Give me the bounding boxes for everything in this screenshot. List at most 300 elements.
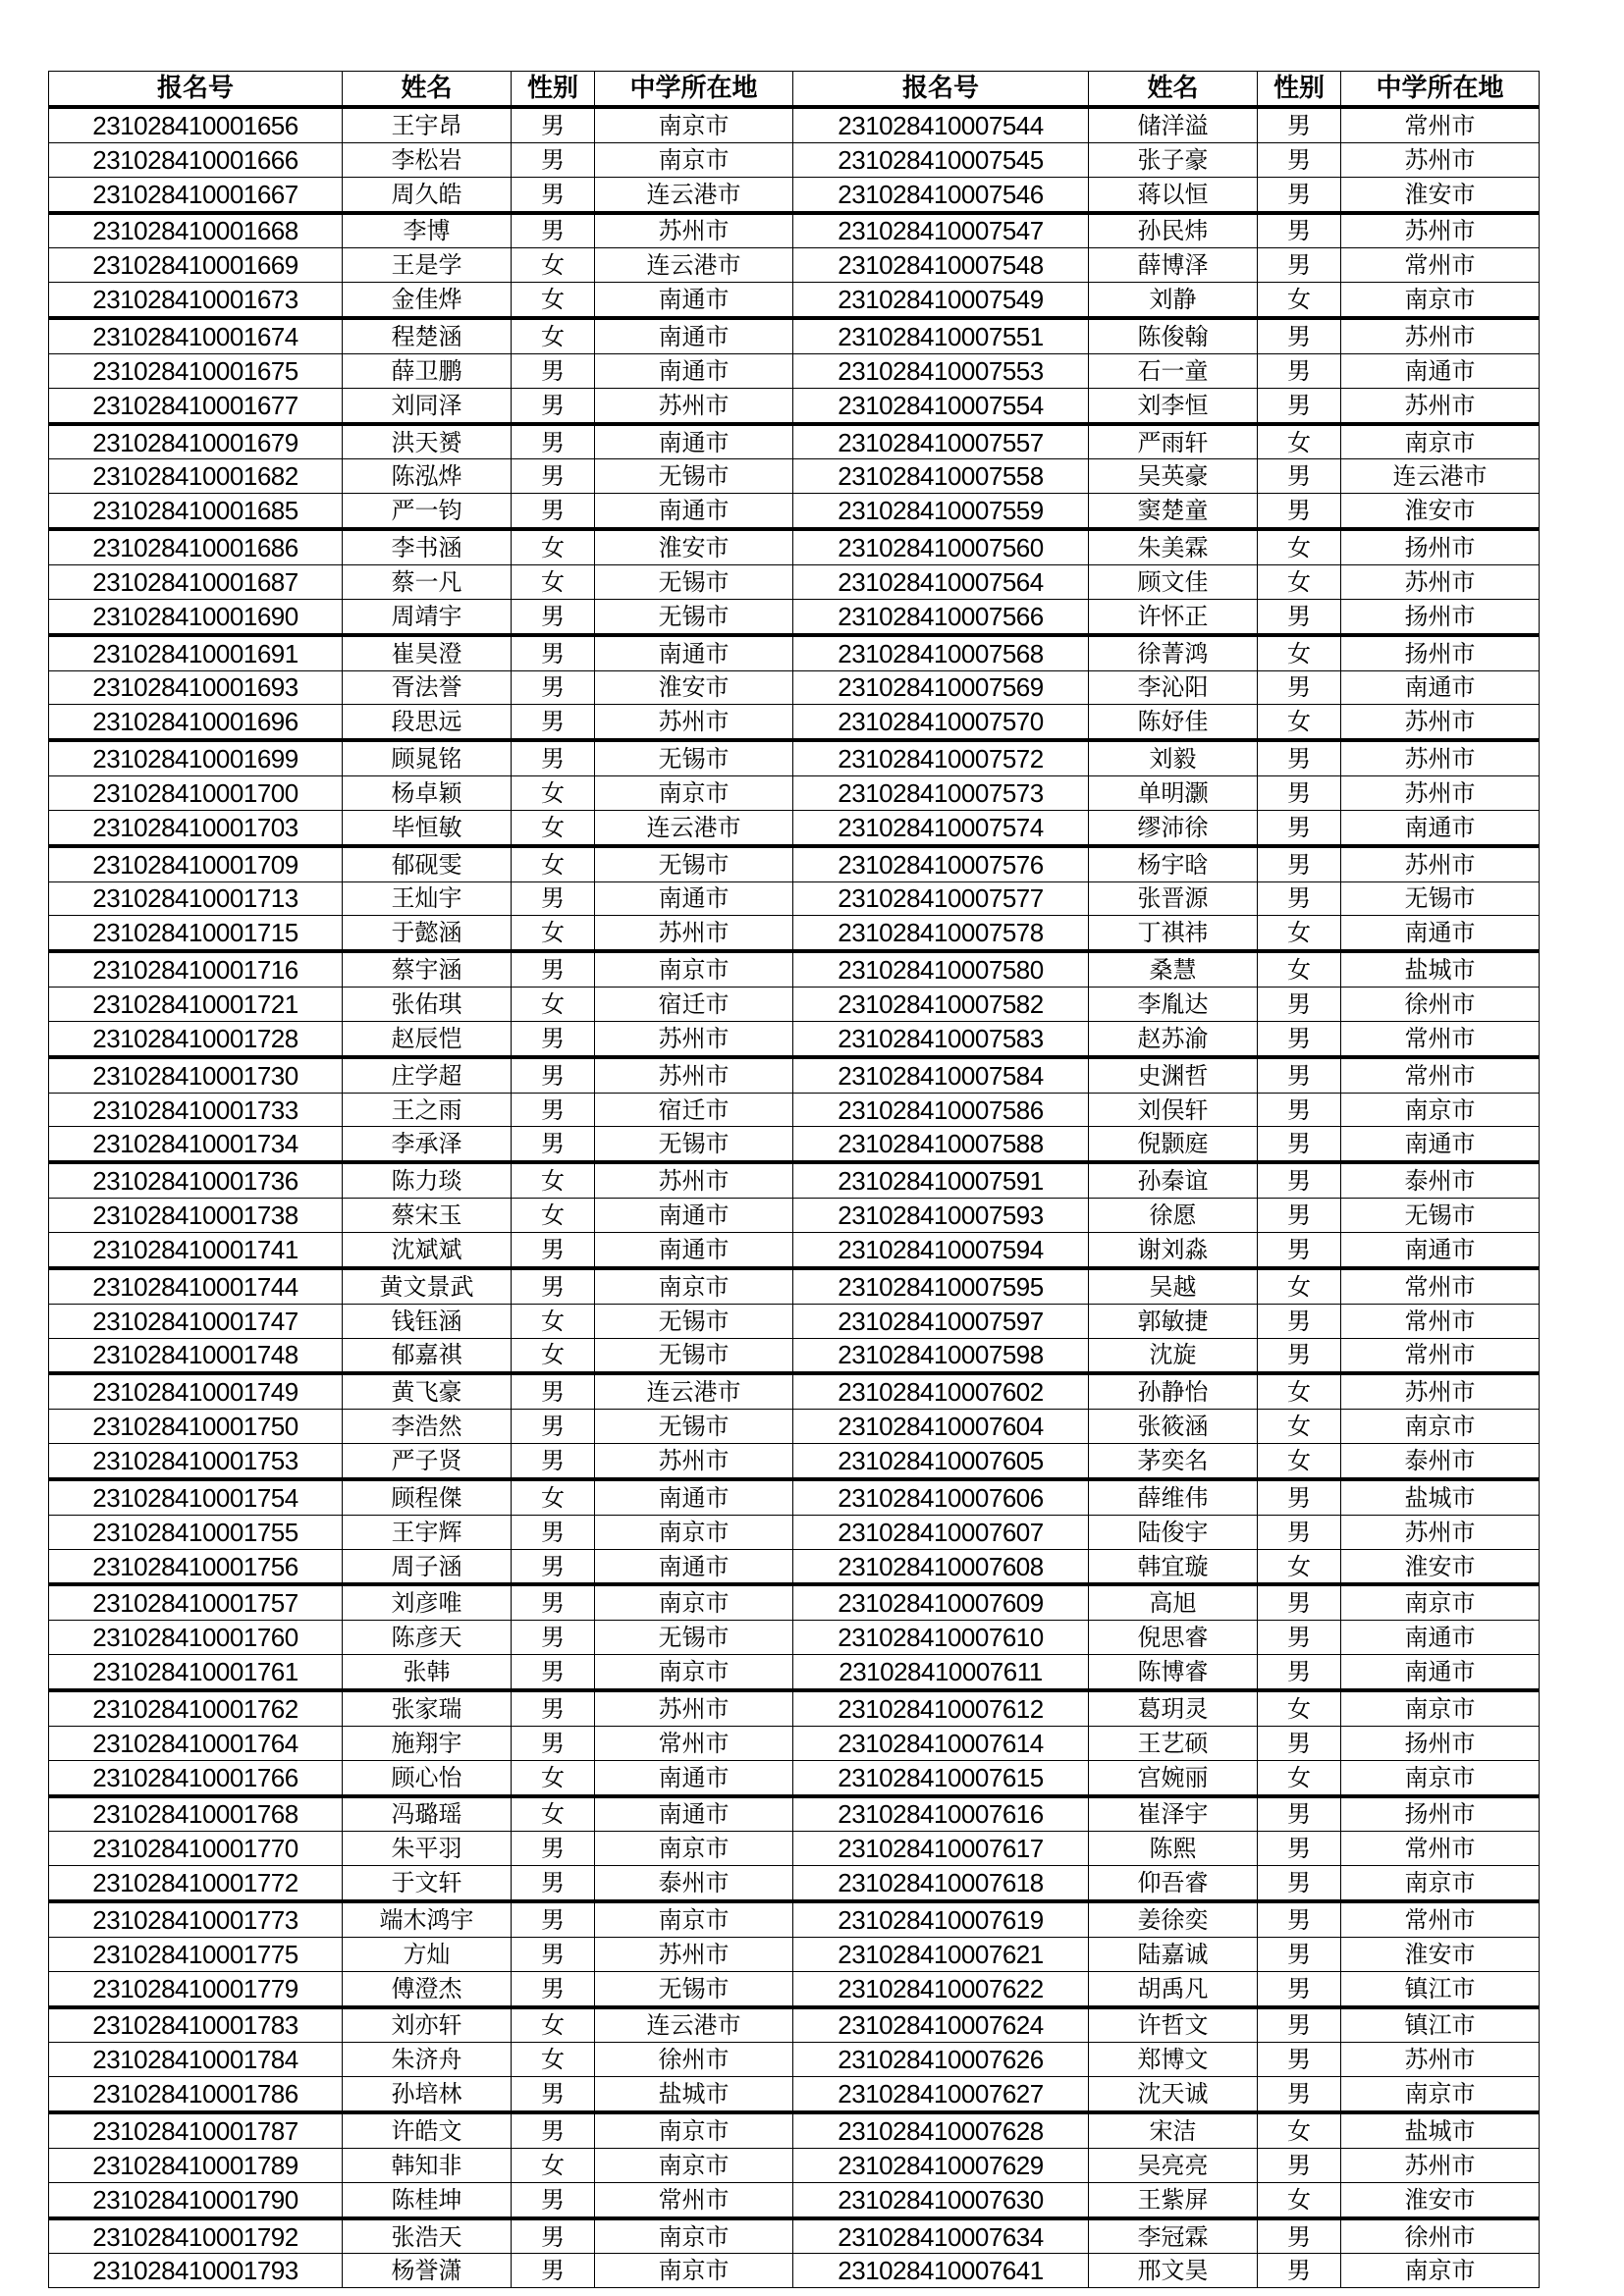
gender-cell: 男 (1258, 1621, 1341, 1655)
gender-cell: 男 (512, 1127, 595, 1162)
school-city-cell: 苏州市 (1341, 213, 1540, 248)
name-cell: 蔡宋玉 (343, 1199, 512, 1233)
name-cell: 刘静 (1089, 283, 1258, 318)
registration-no-cell: 231028410001762 (49, 1690, 343, 1726)
registration-no-cell: 231028410001775 (49, 1937, 343, 1971)
school-city-cell: 南京市 (595, 951, 793, 987)
registration-no-cell: 231028410001666 (49, 142, 343, 177)
school-city-cell: 无锡市 (595, 599, 793, 634)
name-cell: 储洋溢 (1089, 107, 1258, 142)
gender-cell: 女 (1258, 1410, 1341, 1444)
name-cell: 刘彦唯 (343, 1584, 512, 1620)
name-cell: 张韩 (343, 1655, 512, 1690)
gender-cell: 男 (512, 1093, 595, 1127)
registration-no-cell: 231028410001703 (49, 810, 343, 845)
registration-no-cell: 231028410007557 (793, 424, 1089, 459)
name-cell: 杨卓颖 (343, 776, 512, 811)
name-cell: 沈天诚 (1089, 2077, 1258, 2112)
gender-cell: 男 (512, 1971, 595, 2006)
school-city-cell: 苏州市 (1341, 740, 1540, 775)
school-city-cell: 南京市 (1341, 2254, 1540, 2288)
name-cell: 窦楚童 (1089, 494, 1258, 529)
registration-no-cell: 231028410001716 (49, 951, 343, 987)
name-cell: 高旭 (1089, 1584, 1258, 1620)
gender-cell: 男 (1258, 1233, 1341, 1268)
table-row (49, 177, 1540, 212)
name-cell: 陈泓烨 (343, 459, 512, 494)
name-cell: 陈彦天 (343, 1621, 512, 1655)
school-city-cell: 淮安市 (595, 529, 793, 564)
school-city-cell: 南京市 (595, 2148, 793, 2182)
gender-cell: 男 (1258, 1127, 1341, 1162)
school-city-cell: 苏州市 (595, 1021, 793, 1056)
name-cell: 李沁阳 (1089, 670, 1258, 705)
table-row (49, 1410, 1540, 1444)
name-cell: 蔡宇涵 (343, 951, 512, 987)
registration-no-cell: 231028410007606 (793, 1479, 1089, 1515)
name-cell: 张晋源 (1089, 881, 1258, 916)
name-cell: 朱济舟 (343, 2043, 512, 2077)
gender-cell: 男 (1258, 142, 1341, 177)
name-cell: 吴亮亮 (1089, 2148, 1258, 2182)
gender-cell: 男 (1258, 248, 1341, 283)
registration-no-cell: 231028410007602 (793, 1373, 1089, 1409)
name-cell: 于文轩 (343, 1866, 512, 1901)
name-cell: 刘俣轩 (1089, 1093, 1258, 1127)
registration-no-cell: 231028410007630 (793, 2182, 1089, 2217)
registration-no-cell: 231028410001787 (49, 2112, 343, 2148)
name-cell: 金佳烨 (343, 283, 512, 318)
table-row (49, 1690, 1540, 1726)
name-cell: 石一童 (1089, 353, 1258, 388)
registration-no-cell: 231028410001682 (49, 459, 343, 494)
gender-cell: 女 (512, 1479, 595, 1515)
name-cell: 周子涵 (343, 1549, 512, 1584)
table-row (49, 988, 1540, 1022)
gender-cell: 男 (1258, 599, 1341, 634)
registration-no-cell: 231028410001790 (49, 2182, 343, 2217)
gender-cell: 男 (512, 142, 595, 177)
school-city-cell: 淮安市 (1341, 494, 1540, 529)
registration-no-cell: 231028410001748 (49, 1338, 343, 1373)
name-cell: 赵苏渝 (1089, 1021, 1258, 1056)
school-city-cell: 南京市 (595, 1268, 793, 1304)
header-registration-no: 报名号 (49, 72, 343, 108)
school-city-cell: 南通市 (1341, 1127, 1540, 1162)
registration-no-cell: 231028410007569 (793, 670, 1089, 705)
name-cell: 李胤达 (1089, 988, 1258, 1022)
school-city-cell: 泰州市 (1341, 1162, 1540, 1198)
school-city-cell: 南京市 (595, 776, 793, 811)
gender-cell: 女 (512, 1760, 595, 1795)
school-city-cell: 南京市 (1341, 1690, 1540, 1726)
name-cell: 陈桂坤 (343, 2182, 512, 2217)
registration-no-cell: 231028410007611 (793, 1655, 1089, 1690)
registration-no-cell: 231028410007634 (793, 2218, 1089, 2254)
school-city-cell: 扬州市 (1341, 529, 1540, 564)
gender-cell: 男 (512, 740, 595, 775)
registration-no-cell: 231028410001770 (49, 1832, 343, 1866)
registration-no-cell: 231028410007564 (793, 564, 1089, 599)
gender-cell: 男 (1258, 740, 1341, 775)
gender-cell: 女 (1258, 705, 1341, 740)
name-cell: 杨誉潇 (343, 2254, 512, 2288)
school-city-cell: 无锡市 (595, 1410, 793, 1444)
registration-no-cell: 231028410007553 (793, 353, 1089, 388)
gender-cell: 男 (1258, 1796, 1341, 1832)
school-city-cell: 南京市 (595, 1515, 793, 1549)
gender-cell: 男 (512, 1373, 595, 1409)
registration-no-cell: 231028410001656 (49, 107, 343, 142)
table-row (49, 142, 1540, 177)
header-gender: 性别 (512, 72, 595, 108)
school-city-cell: 南京市 (1341, 1093, 1540, 1127)
header-name: 姓名 (1089, 72, 1258, 108)
table-row (49, 599, 1540, 634)
name-cell: 顾程傑 (343, 1479, 512, 1515)
name-cell: 张浩天 (343, 2218, 512, 2254)
gender-cell: 男 (512, 1901, 595, 1937)
registration-no-cell: 231028410007605 (793, 1444, 1089, 1479)
name-cell: 陆嘉诚 (1089, 1937, 1258, 1971)
registration-no-cell: 231028410007544 (793, 107, 1089, 142)
school-city-cell: 南通市 (595, 1549, 793, 1584)
registration-no-cell: 231028410007612 (793, 1690, 1089, 1726)
school-city-cell: 南京市 (595, 142, 793, 177)
header-name: 姓名 (343, 72, 512, 108)
school-city-cell: 淮安市 (1341, 2182, 1540, 2217)
name-cell: 薛维伟 (1089, 1479, 1258, 1515)
registration-no-cell: 231028410001686 (49, 529, 343, 564)
table-row (49, 1304, 1540, 1338)
school-city-cell: 常州市 (595, 2182, 793, 2217)
name-cell: 韩知非 (343, 2148, 512, 2182)
school-city-cell: 南通市 (1341, 916, 1540, 951)
table-row (49, 1584, 1540, 1620)
gender-cell: 男 (512, 1690, 595, 1726)
header-gender: 性别 (1258, 72, 1341, 108)
registration-no-cell: 231028410001687 (49, 564, 343, 599)
registration-no-cell: 231028410001792 (49, 2218, 343, 2254)
gender-cell: 男 (512, 1937, 595, 1971)
name-cell: 端木鸿宇 (343, 1901, 512, 1937)
registration-no-cell: 231028410001744 (49, 1268, 343, 1304)
registration-no-cell: 231028410001677 (49, 388, 343, 423)
school-city-cell: 扬州市 (1341, 1796, 1540, 1832)
table-row (49, 1621, 1540, 1655)
gender-cell: 男 (512, 2254, 595, 2288)
registration-no-cell: 231028410001721 (49, 988, 343, 1022)
school-city-cell: 无锡市 (1341, 1199, 1540, 1233)
registration-no-cell: 231028410001747 (49, 1304, 343, 1338)
table-row (49, 1268, 1540, 1304)
gender-cell: 男 (1258, 1479, 1341, 1515)
school-city-cell: 南京市 (595, 1584, 793, 1620)
school-city-cell: 无锡市 (595, 1338, 793, 1373)
gender-cell: 男 (512, 494, 595, 529)
gender-cell: 女 (512, 2043, 595, 2077)
registration-no-cell: 231028410007616 (793, 1796, 1089, 1832)
table-row (49, 1199, 1540, 1233)
school-city-cell: 徐州市 (1341, 2218, 1540, 2254)
school-city-cell: 南京市 (1341, 424, 1540, 459)
table-row (49, 1796, 1540, 1832)
school-city-cell: 南通市 (595, 318, 793, 353)
school-city-cell: 常州市 (1341, 1021, 1540, 1056)
name-cell: 李博 (343, 213, 512, 248)
name-cell: 陈力琰 (343, 1162, 512, 1198)
gender-cell: 男 (512, 1057, 595, 1093)
school-city-cell: 徐州市 (595, 2043, 793, 2077)
registration-no-cell: 231028410007559 (793, 494, 1089, 529)
school-city-cell: 常州市 (595, 1726, 793, 1760)
registration-no-cell: 231028410007586 (793, 1093, 1089, 1127)
gender-cell: 男 (1258, 494, 1341, 529)
name-cell: 单明灏 (1089, 776, 1258, 811)
table-row (49, 1937, 1540, 1971)
table-row (49, 1971, 1540, 2006)
registration-no-cell: 231028410001750 (49, 1410, 343, 1444)
school-city-cell: 南通市 (595, 353, 793, 388)
gender-cell: 女 (512, 1338, 595, 1373)
registration-no-cell: 231028410001699 (49, 740, 343, 775)
name-cell: 孙静怡 (1089, 1373, 1258, 1409)
name-cell: 薛卫鹏 (343, 353, 512, 388)
gender-cell: 男 (1258, 1304, 1341, 1338)
gender-cell: 男 (512, 2182, 595, 2217)
table-row (49, 1444, 1540, 1479)
gender-cell: 男 (1258, 2218, 1341, 2254)
school-city-cell: 苏州市 (1341, 2043, 1540, 2077)
name-cell: 顾心怡 (343, 1760, 512, 1795)
school-city-cell: 常州市 (1341, 1832, 1540, 1866)
name-cell: 刘毅 (1089, 740, 1258, 775)
registration-no-cell: 231028410007584 (793, 1057, 1089, 1093)
header-school-city: 中学所在地 (595, 72, 793, 108)
gender-cell: 男 (1258, 2254, 1341, 2288)
school-city-cell: 淮安市 (1341, 177, 1540, 212)
registration-no-cell: 231028410007608 (793, 1549, 1089, 1584)
school-city-cell: 无锡市 (595, 1621, 793, 1655)
school-city-cell: 盐城市 (1341, 951, 1540, 987)
gender-cell: 女 (1258, 2182, 1341, 2217)
gender-cell: 男 (1258, 2043, 1341, 2077)
registration-no-cell: 231028410001779 (49, 1971, 343, 2006)
table-row (49, 1021, 1540, 1056)
table-row (49, 424, 1540, 459)
registration-no-cell: 231028410001786 (49, 2077, 343, 2112)
school-city-cell: 南通市 (595, 881, 793, 916)
registration-no-cell: 231028410007554 (793, 388, 1089, 423)
registration-no-cell: 231028410001668 (49, 213, 343, 248)
gender-cell: 男 (1258, 2077, 1341, 2112)
registration-no-cell: 231028410007577 (793, 881, 1089, 916)
name-cell: 宋洁 (1089, 2112, 1258, 2148)
gender-cell: 男 (1258, 1515, 1341, 1549)
name-cell: 严一钧 (343, 494, 512, 529)
gender-cell: 男 (512, 1444, 595, 1479)
gender-cell: 男 (512, 1832, 595, 1866)
school-city-cell: 常州市 (1341, 1901, 1540, 1937)
name-cell: 王是学 (343, 248, 512, 283)
school-city-cell: 南通市 (1341, 810, 1540, 845)
gender-cell: 女 (512, 846, 595, 881)
school-city-cell: 南通市 (1341, 1233, 1540, 1268)
table-row (49, 705, 1540, 740)
school-city-cell: 南京市 (1341, 1584, 1540, 1620)
gender-cell: 女 (1258, 635, 1341, 670)
table-row (49, 2007, 1540, 2043)
name-cell: 傅澄杰 (343, 1971, 512, 2006)
gender-cell: 男 (512, 1549, 595, 1584)
gender-cell: 男 (512, 213, 595, 248)
name-cell: 倪思睿 (1089, 1621, 1258, 1655)
name-cell: 朱美霖 (1089, 529, 1258, 564)
table-row (49, 2254, 1540, 2288)
table-row (49, 1162, 1540, 1198)
registration-no-cell: 231028410007549 (793, 283, 1089, 318)
school-city-cell: 扬州市 (1341, 1726, 1540, 1760)
table-row (49, 529, 1540, 564)
registration-no-cell: 231028410001709 (49, 846, 343, 881)
name-cell: 倪颢庭 (1089, 1127, 1258, 1162)
name-cell: 谢刘淼 (1089, 1233, 1258, 1268)
name-cell: 桑慧 (1089, 951, 1258, 987)
gender-cell: 男 (512, 424, 595, 459)
table-row (49, 2182, 1540, 2217)
registration-no-cell: 231028410007568 (793, 635, 1089, 670)
gender-cell: 男 (1258, 213, 1341, 248)
gender-cell: 男 (1258, 177, 1341, 212)
table-row (49, 213, 1540, 248)
gender-cell: 男 (512, 107, 595, 142)
name-cell: 庄学超 (343, 1057, 512, 1093)
school-city-cell: 扬州市 (1341, 599, 1540, 634)
gender-cell: 男 (1258, 846, 1341, 881)
name-cell: 方灿 (343, 1937, 512, 1971)
registration-no-cell: 231028410001736 (49, 1162, 343, 1198)
gender-cell: 男 (512, 1410, 595, 1444)
table-row (49, 2043, 1540, 2077)
registration-no-cell: 231028410001773 (49, 1901, 343, 1937)
registration-no-cell: 231028410001696 (49, 705, 343, 740)
registration-no-cell: 231028410001667 (49, 177, 343, 212)
registration-no-cell: 231028410001690 (49, 599, 343, 634)
table-row (49, 2218, 1540, 2254)
gender-cell: 男 (1258, 1901, 1341, 1937)
name-cell: 王艺硕 (1089, 1726, 1258, 1760)
registration-no-cell: 231028410007610 (793, 1621, 1089, 1655)
table-row (49, 1127, 1540, 1162)
name-cell: 顾晁铭 (343, 740, 512, 775)
name-cell: 王紫屏 (1089, 2182, 1258, 2217)
school-city-cell: 常州市 (1341, 1057, 1540, 1093)
registration-no-cell: 231028410001693 (49, 670, 343, 705)
registration-no-cell: 231028410001749 (49, 1373, 343, 1409)
gender-cell: 女 (512, 810, 595, 845)
registration-no-cell: 231028410007604 (793, 1410, 1089, 1444)
name-cell: 孙培林 (343, 2077, 512, 2112)
table-row (49, 1832, 1540, 1866)
name-cell: 刘亦轩 (343, 2007, 512, 2043)
school-city-cell: 镇江市 (1341, 2007, 1540, 2043)
name-cell: 顾文佳 (1089, 564, 1258, 599)
gender-cell: 男 (512, 2112, 595, 2148)
name-cell: 缪沛徐 (1089, 810, 1258, 845)
gender-cell: 女 (512, 1199, 595, 1233)
name-cell: 张筱涵 (1089, 1410, 1258, 1444)
gender-cell: 女 (512, 1304, 595, 1338)
table-row (49, 283, 1540, 318)
gender-cell: 男 (512, 951, 595, 987)
registration-no-cell: 231028410007615 (793, 1760, 1089, 1795)
school-city-cell: 南京市 (595, 2112, 793, 2148)
table-row (49, 1726, 1540, 1760)
gender-cell: 女 (512, 248, 595, 283)
table-row (49, 1549, 1540, 1584)
table-row (49, 881, 1540, 916)
registration-no-cell: 231028410001741 (49, 1233, 343, 1268)
gender-cell: 女 (512, 529, 595, 564)
gender-cell: 男 (512, 459, 595, 494)
school-city-cell: 苏州市 (1341, 776, 1540, 811)
name-cell: 姜徐奕 (1089, 1901, 1258, 1937)
gender-cell: 男 (1258, 988, 1341, 1022)
name-cell: 陈熙 (1089, 1832, 1258, 1866)
name-cell: 孙秦谊 (1089, 1162, 1258, 1198)
gender-cell: 女 (512, 1162, 595, 1198)
gender-cell: 男 (512, 1655, 595, 1690)
gender-cell: 男 (1258, 1655, 1341, 1690)
school-city-cell: 连云港市 (595, 810, 793, 845)
registration-no-cell: 231028410007572 (793, 740, 1089, 775)
school-city-cell: 苏州市 (1341, 1515, 1540, 1549)
gender-cell: 男 (512, 1726, 595, 1760)
gender-cell: 女 (1258, 1690, 1341, 1726)
name-cell: 王之雨 (343, 1093, 512, 1127)
table-row (49, 916, 1540, 951)
school-city-cell: 泰州市 (595, 1866, 793, 1901)
header-school-city: 中学所在地 (1341, 72, 1540, 108)
table-row (49, 318, 1540, 353)
table-row (49, 1479, 1540, 1515)
registration-no-cell: 231028410001713 (49, 881, 343, 916)
registration-no-cell: 231028410007548 (793, 248, 1089, 283)
registration-no-cell: 231028410007588 (793, 1127, 1089, 1162)
gender-cell: 男 (1258, 388, 1341, 423)
gender-cell: 女 (512, 1796, 595, 1832)
school-city-cell: 苏州市 (595, 1444, 793, 1479)
gender-cell: 男 (1258, 1338, 1341, 1373)
registration-no-cell: 231028410001674 (49, 318, 343, 353)
school-city-cell: 常州市 (1341, 107, 1540, 142)
name-cell: 徐菁鸿 (1089, 635, 1258, 670)
table-row (49, 1866, 1540, 1901)
gender-cell: 男 (512, 1268, 595, 1304)
registration-no-cell: 231028410001733 (49, 1093, 343, 1127)
gender-cell: 女 (512, 564, 595, 599)
name-cell: 史渊哲 (1089, 1057, 1258, 1093)
gender-cell: 男 (512, 1866, 595, 1901)
registration-no-cell: 231028410007570 (793, 705, 1089, 740)
registration-no-cell: 231028410007578 (793, 916, 1089, 951)
gender-cell: 男 (1258, 1866, 1341, 1901)
school-city-cell: 南京市 (1341, 1866, 1540, 1901)
gender-cell: 女 (1258, 1373, 1341, 1409)
registration-no-cell: 231028410007551 (793, 318, 1089, 353)
registration-no-cell: 231028410001761 (49, 1655, 343, 1690)
gender-cell: 男 (512, 388, 595, 423)
